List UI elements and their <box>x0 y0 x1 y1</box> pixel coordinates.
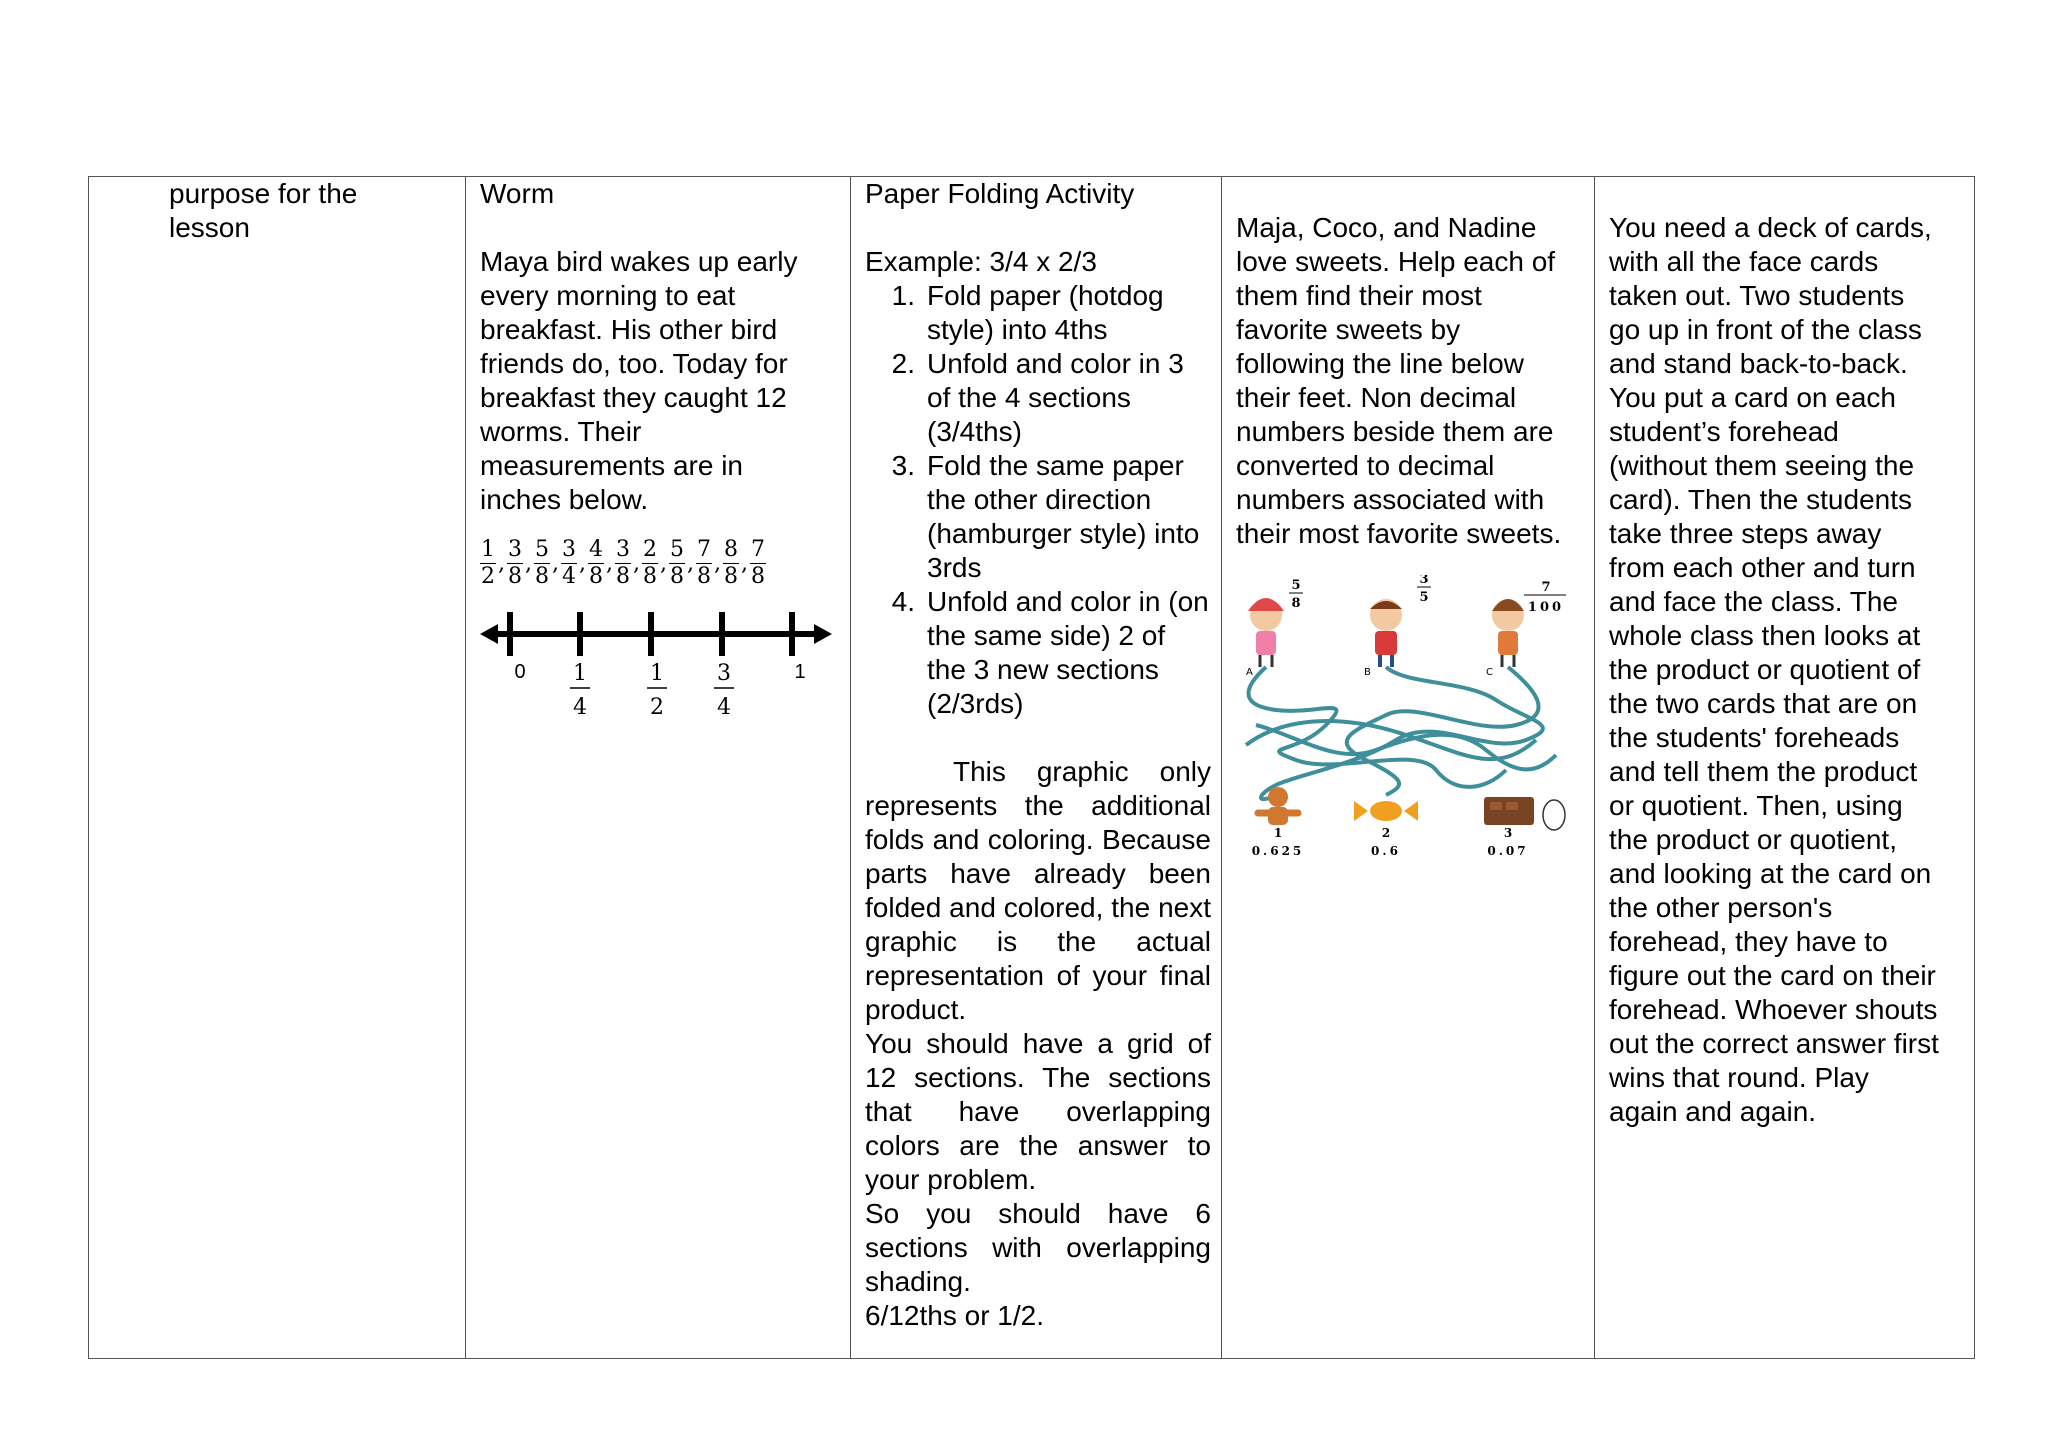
svg-text:3: 3 <box>1419 575 1429 587</box>
story-line: inches below. <box>480 484 649 515</box>
svg-text:8: 8 <box>1291 596 1301 611</box>
fraction: $\frac{7}{8}$ <box>751 537 765 589</box>
tick-label-half-n: 1 <box>650 661 664 686</box>
story-line: breakfast they caught 12 <box>480 382 787 413</box>
svg-text:2: 2 <box>1381 826 1391 840</box>
fraction: $\frac{4}{8}$ <box>589 537 603 589</box>
card-game-line: forehead, they have to <box>1609 926 1888 957</box>
tick-label-three-quarters-n: 3 <box>717 661 731 686</box>
fraction: $\frac{3}{8}$ <box>616 537 630 589</box>
story-line: friends do, too. Today for <box>480 348 788 379</box>
story-line: every morning to eat <box>480 280 736 311</box>
arrow-right-icon <box>814 624 832 644</box>
card-game-line: the two cards that are on <box>1609 688 1918 719</box>
steps-list <box>865 279 1211 721</box>
story-line: Maya bird wakes up early <box>480 246 798 277</box>
sweets-maze-picture <box>1236 575 1566 855</box>
card-game-line: whole class then looks at <box>1609 620 1921 651</box>
card-game-line: the product or quotient, <box>1609 824 1897 855</box>
svg-text:0.6: 0.6 <box>1371 844 1401 855</box>
fraction: $\frac{2}{8}$ <box>643 537 657 589</box>
tick-label-three-quarters-d: 4 <box>717 695 731 720</box>
fraction: $\frac{1}{2}$ <box>481 537 495 589</box>
purpose-line: lesson <box>169 212 250 243</box>
tick-label-one: 1 <box>794 661 806 683</box>
maze-paths <box>1246 667 1556 799</box>
card-game-line: forehead. Whoever shouts <box>1609 994 1938 1025</box>
fraction: $\frac{3}{8}$ <box>508 537 522 589</box>
maze-text-line: converted to decimal <box>1236 450 1495 481</box>
svg-text:C: C <box>1486 667 1493 678</box>
lesson-table <box>88 176 1975 1359</box>
number-line <box>480 606 840 726</box>
card-game-line: the students' foreheads <box>1609 722 1900 753</box>
card-game-line: wins that round. Play <box>1609 1062 1869 1093</box>
list-item: 1. Fold paper (hotdog style) into 4ths <box>891 280 1164 345</box>
card-game-line: the product or quotient of <box>1609 654 1921 685</box>
worm-cell <box>466 177 851 1359</box>
maze-text-line: their feet. Non decimal <box>1236 382 1517 413</box>
maze-text-line: Maja, Coco, and Nadine <box>1236 212 1537 243</box>
card-game-line: take three steps away <box>1609 518 1882 549</box>
svg-text:A: A <box>1246 667 1253 678</box>
card-game-line: student’s forehead <box>1609 416 1839 447</box>
fraction: $\frac{5}{8}$ <box>670 537 684 589</box>
candy-icon <box>1354 801 1418 821</box>
svg-text:7: 7 <box>1541 580 1551 595</box>
svg-text:1: 1 <box>1273 826 1283 840</box>
card-game-line: go up in front of the class <box>1609 314 1922 345</box>
maze-text-line: love sweets. Help each of <box>1236 246 1556 277</box>
explanation-paragraph: You should have a grid of 12 sections. The sections that have overlapping colors are the answer to your problem. <box>865 1028 1211 1195</box>
sweets-maze-cell <box>1222 177 1595 1359</box>
card-game-line: from each other and turn <box>1609 552 1916 583</box>
worm-heading: Worm <box>480 178 555 209</box>
story-line: worms. Their <box>480 416 642 447</box>
card-game-line: or quotient. Then, using <box>1609 790 1903 821</box>
svg-text:5: 5 <box>1419 590 1429 605</box>
card-game-line: taken out. Two students <box>1609 280 1905 311</box>
card-game-cell <box>1595 177 1975 1359</box>
card-game-line: out the correct answer first <box>1609 1028 1939 1059</box>
card-game-line: again and again. <box>1609 1096 1817 1127</box>
card-game-line: and stand back-to-back. <box>1609 348 1908 379</box>
card-game-line: You put a card on each <box>1609 382 1896 413</box>
card-game-line: figure out the card on their <box>1609 960 1936 991</box>
card-game-line: and tell them the product <box>1609 756 1918 787</box>
kid-c <box>1486 599 1524 678</box>
maze-text-line: numbers associated with <box>1236 484 1545 515</box>
paper-folding-cell <box>851 177 1222 1359</box>
card-game-line: the other person's <box>1609 892 1833 923</box>
example-text: Example: 3/4 x 2/3 <box>865 246 1097 277</box>
svg-text:100: 100 <box>1527 600 1565 615</box>
explanation-paragraph: 6/12ths or 1/2. <box>865 1300 1045 1331</box>
purpose-cell <box>89 177 466 1359</box>
page-mark-icon <box>1543 800 1565 830</box>
list-item: 3. Fold the same paper the other direction (hamburger style) into 3rds <box>891 450 1200 583</box>
card-game-line: and face the class. The <box>1609 586 1898 617</box>
svg-text:3: 3 <box>1503 826 1513 840</box>
worm-measurements: $\frac{1}{2}$ , $\frac{3}{8}$ , $\frac{5}{8}$ , $\frac{3}{4}$ , $\frac{4}{8}$ , $\frac{3}{8}$ , $\frac{2}{8}$ , $\frac{5}{8}$ , $\frac{7}{8}$ , $\frac{8}{8}$ , $\frac{7}{8}$ <box>481 537 765 589</box>
story-line: breakfast. His other bird <box>480 314 778 345</box>
chocolate-icon <box>1484 797 1534 825</box>
fraction: $\frac{3}{4}$ <box>562 537 576 589</box>
card-game-line: with all the face cards <box>1609 246 1879 277</box>
maze-text-line: favorite sweets by <box>1236 314 1461 345</box>
explanation-paragraph: So you should have 6 sections with overlapping shading. <box>865 1198 1211 1297</box>
table-row <box>89 177 1975 1359</box>
list-item: 2. Unfold and color in 3 of the 4 sections (3/4ths) <box>891 348 1184 447</box>
maze-text-line: their most favorite sweets. <box>1236 518 1562 549</box>
svg-text:0.625: 0.625 <box>1251 844 1305 855</box>
fraction: $\frac{8}{8}$ <box>724 537 738 589</box>
card-game-line: (without them seeing the <box>1609 450 1915 481</box>
maze-text-line: numbers beside them are <box>1236 416 1554 447</box>
fraction: $\frac{5}{8}$ <box>535 537 549 589</box>
maze-text-line: following the line below <box>1236 348 1524 379</box>
tick-label-zero: 0 <box>514 661 526 683</box>
kid-b <box>1364 599 1402 678</box>
card-game-line: You need a deck of cards, <box>1609 212 1932 243</box>
svg-text:5: 5 <box>1291 578 1301 593</box>
tick-label-half-d: 2 <box>650 695 664 720</box>
svg-text:B: B <box>1364 667 1371 678</box>
fraction: $\frac{7}{8}$ <box>697 537 711 589</box>
story-line: measurements are in <box>480 450 744 481</box>
paper-folding-heading: Paper Folding Activity <box>865 178 1135 209</box>
card-game-line: card). Then the students <box>1609 484 1912 515</box>
svg-text:0.07: 0.07 <box>1487 844 1529 855</box>
explanation-paragraph: This graphic only represents the additional folds and coloring. Because parts have already been folded and colored, the next graphic is the actual representation of your final product. <box>865 756 1211 1025</box>
card-game-line: and looking at the card on <box>1609 858 1932 889</box>
purpose-line: purpose for the <box>169 178 358 209</box>
list-item: 4. Unfold and color in (on the same side) 2 of the 3 new sections (2/3rds) <box>891 586 1209 719</box>
maze-text-line: them find their most <box>1236 280 1482 311</box>
arrow-left-icon <box>480 624 498 644</box>
tick-label-quarter-n: 1 <box>573 661 587 686</box>
tick-label-quarter-d: 4 <box>573 695 587 720</box>
